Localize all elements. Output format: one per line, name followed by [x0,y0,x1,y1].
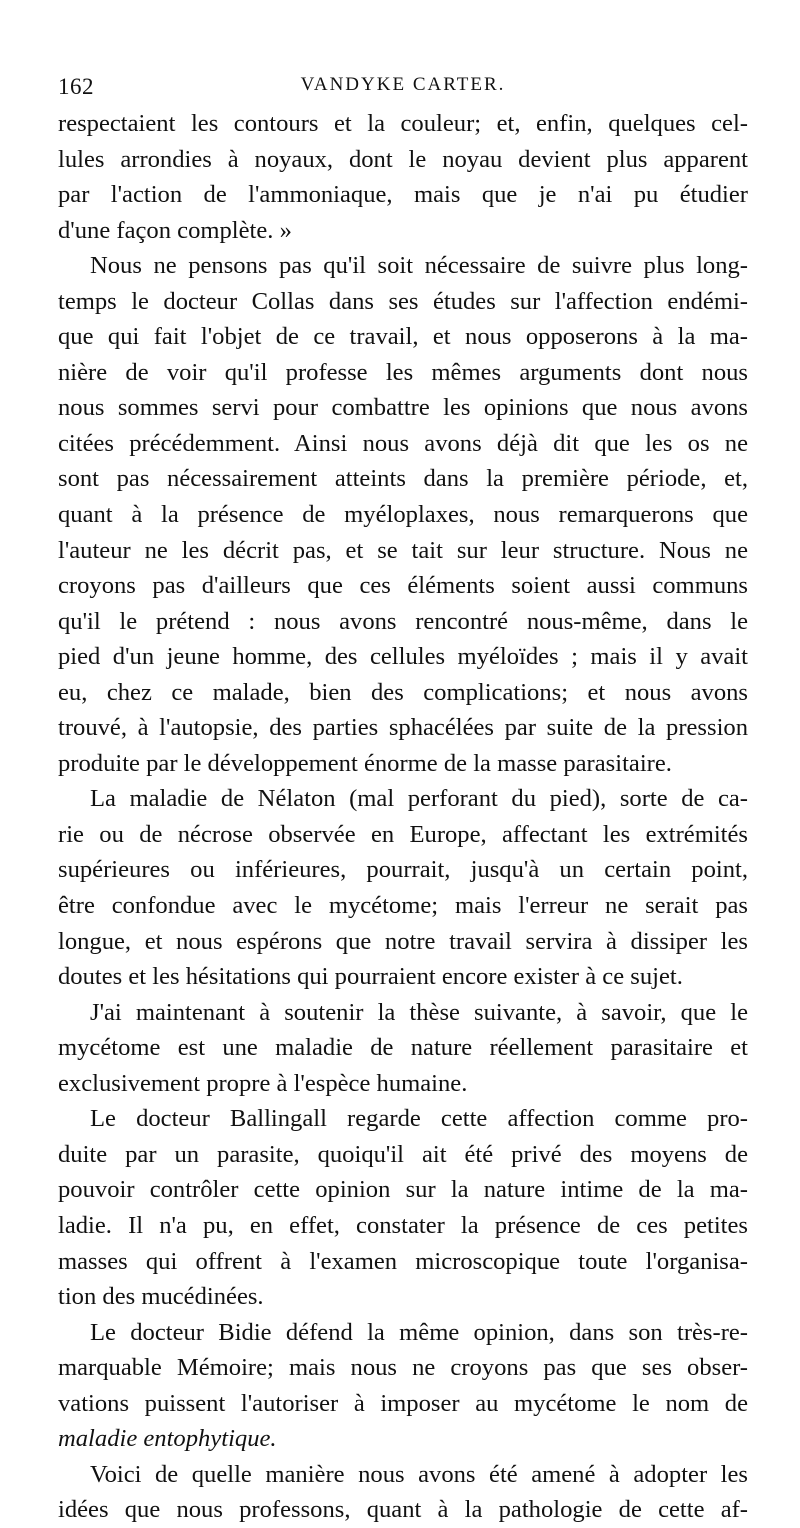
text-line: Voici de quelle manière nous avons été amené à adopter les [90,1460,748,1488]
text-line: lules arrondies à noyaux, dont le noyau devient plus apparent [58,145,748,173]
text-line: supérieures ou inférieures, pourrait, jusqu'à un certain point, [58,856,748,884]
paragraph [58,1457,748,1528]
page-header [58,68,748,106]
text-line: rie ou de nécrose observée en Europe, affectant les extrémités [58,820,748,848]
text-line: longue, et nous espérons que notre travail servira à dissiper les [58,927,748,955]
paragraph [58,781,748,994]
text-line: sont pas nécessairement atteints dans la première période, et, [58,465,748,493]
text-line: Nous ne pensons pas qu'il soit nécessaire de suivre plus long- [90,252,748,280]
book-page [58,68,748,1528]
text-line: l'auteur ne les décrit pas, et se tait sur leur structure. Nous ne [58,536,748,564]
text-line: être confondue avec le mycétome; mais l'erreur ne serait pas [58,892,748,920]
text-line: masses qui offrent à l'examen microscopique toute l'organisa- [58,1247,748,1275]
paragraph [58,1315,748,1457]
text-line: pied d'un jeune homme, des cellules myéloïdes ; mais il y avait [58,643,748,671]
text-line: tion des mucédinées. [58,1283,264,1311]
paragraph [58,1101,748,1314]
text-line: vations puissent l'autoriser à imposer au mycétome le nom de [58,1389,748,1417]
running-head: VANDYKE CARTER. [300,74,506,95]
text-line: duite par un parasite, quoiqu'il ait été privé des moyens de [58,1140,748,1168]
text-line: que qui fait l'objet de ce travail, et nous opposerons à la ma- [58,323,748,351]
text-line: produite par le développement énorme de la masse parasitaire. [58,749,672,777]
paragraph [58,248,748,781]
text-line: ladie. Il n'a pu, en effet, constater la présence de ces petites [58,1211,748,1239]
text-line: idées que nous professons, quant à la pathologie de cette af- [58,1496,748,1524]
text-line: croyons pas d'ailleurs que ces éléments soient aussi communs [58,572,748,600]
page-number: 162 [58,74,94,99]
text-line: temps le docteur Collas dans ses études sur l'affection endémi- [58,287,748,315]
text-line: doutes et les hésitations qui pourraient encore exister à ce sujet. [58,963,683,991]
text-line: citées précédemment. Ainsi nous avons déjà dit que les os ne [58,429,748,457]
text-line: nous sommes servi pour combattre les opinions que nous avons [58,394,748,422]
text-line: exclusivement propre à l'espèce humaine. [58,1069,468,1097]
paragraph [58,995,748,1102]
text-line: d'une façon complète. » [58,216,292,244]
text-line: J'ai maintenant à soutenir la thèse suivante, à savoir, que le [90,998,748,1026]
text-line: quant à la présence de myéloplaxes, nous remarquerons que [58,501,748,529]
text-line: La maladie de Nélaton (mal perforant du pied), sorte de ca- [90,785,748,813]
text-line: maladie entophytique. [58,1425,277,1453]
paragraph [58,106,748,248]
body-text [58,106,748,1528]
text-line: trouvé, à l'autopsie, des parties sphacélées par suite de la pression [58,714,748,742]
text-line: eu, chez ce malade, bien des complications; et nous avons [58,678,748,706]
text-line: qu'il le prétend : nous avons rencontré nous-même, dans le [58,607,748,635]
text-line: respectaient les contours et la couleur; et, enfin, quelques cel- [58,110,748,137]
text-line: pouvoir contrôler cette opinion sur la nature intime de la ma- [58,1176,748,1204]
text-line: par l'action de l'ammoniaque, mais que je n'ai pu étudier [58,181,748,209]
text-line: Le docteur Bidie défend la même opinion, dans son très-re- [90,1318,748,1346]
text-line: mycétome est une maladie de nature réellement parasitaire et [58,1034,748,1062]
text-line: marquable Mémoire; mais nous ne croyons pas que ses obser- [58,1354,748,1382]
text-line: Le docteur Ballingall regarde cette affection comme pro- [90,1105,748,1133]
text-line: nière de voir qu'il professe les mêmes arguments dont nous [58,358,748,386]
